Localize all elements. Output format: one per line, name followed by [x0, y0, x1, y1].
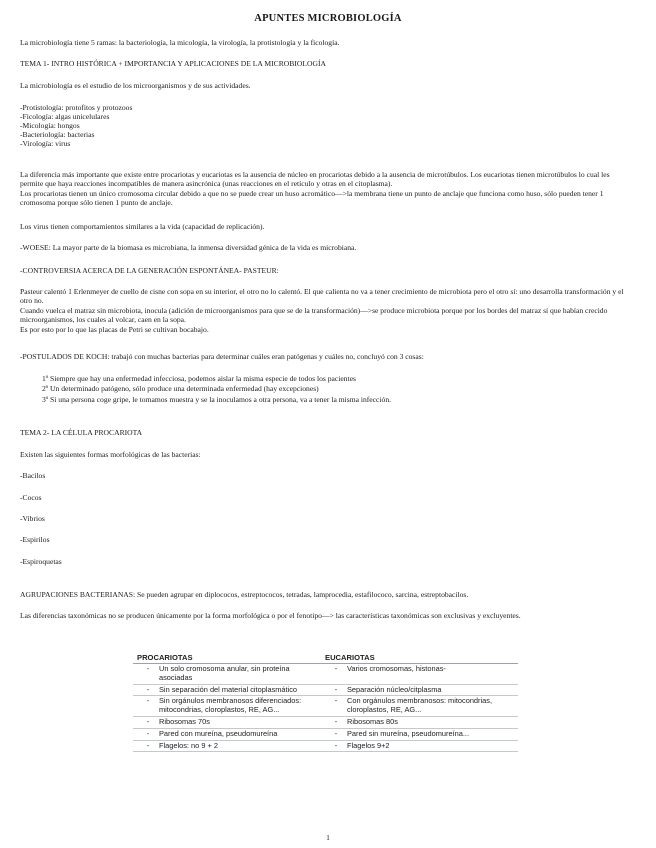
- form-item: -Vibrios: [20, 514, 45, 523]
- paragraph-pasteur-2: Cuando vuelca el matraz sin microbiota, inocula (adición de microorganismos para que se de la transformación)—>se produce microbiota porque por los bordes del matraz sí que habían crecido microorganismos, los cuales al volcar, caen en la sopa.: [20, 306, 608, 325]
- table-cell: - Pared sin mureína, pseudomureína...: [321, 728, 518, 740]
- comparison-table: [133, 651, 518, 752]
- definition-paragraph: La microbiología es el estudio de los microorganismos y de sus actividades.: [20, 81, 251, 90]
- table-cell: - Sin separación del material citoplasmático: [133, 684, 321, 696]
- koch-postulate: 2º Un determinado patógeno, sólo produce una determinada enfermedad (hay excepciones): [42, 384, 319, 393]
- form-item: -Espiroquetas: [20, 557, 62, 566]
- heading-pasteur: -CONTROVERSIA ACERCA DE LA GENERACIÓN ESPONTÁNEA- PASTEUR:: [20, 266, 279, 275]
- table-cell: - Con orgánulos membranosos: mitocondrias, cloroplastos, RE, AG...: [321, 696, 518, 717]
- table-row: [133, 728, 518, 740]
- section-heading-tema2: TEMA 2- LA CÉLULA PROCARIOTA: [20, 428, 143, 437]
- column-header-eucariotas: EUCARIOTAS: [321, 651, 518, 664]
- paragraph-forms: Existen las siguientes formas morfológicas de las bacterias:: [20, 450, 201, 459]
- section-heading-tema1: TEMA 1- INTRO HISTÓRICA + IMPORTANCIA Y APLICACIONES DE LA MICROBIOLOGÍA: [20, 59, 326, 68]
- paragraph-pasteur-3: Es por esto por lo que las placas de Petri se cultivan bocabajo.: [20, 325, 209, 334]
- page-title: APUNTES MICROBIOLOGÍA: [254, 13, 402, 24]
- table-cell: - Sin orgánulos membranosos diferenciados: mitocondrias, cloroplastos, RE, AG...: [133, 696, 321, 717]
- form-item: -Bacilos: [20, 471, 46, 480]
- table-cell: - Ribosomas 70s: [133, 716, 321, 728]
- table-row: [133, 696, 518, 717]
- form-item: -Cocos: [20, 493, 42, 502]
- form-item: -Espirilos: [20, 535, 50, 544]
- branch-item: -Bacteriología: bacterias: [20, 130, 95, 139]
- intro-paragraph: La microbiología tiene 5 ramas: la bacteriología, la micología, la virología, la protistología y la ficología.: [20, 38, 340, 47]
- paragraph-groupings: AGRUPACIONES BACTERIANAS: Se pueden agrupar en diplococos, estreptococos, tetradas, lamprocedia, estafilococo, sarcina, estreptobacilos.: [20, 590, 469, 599]
- table-cell: - Un solo cromosoma anular, sin proteína asociadas: [133, 664, 321, 685]
- paragraph-pasteur-1: Pasteur calentó 1 Erlenmeyer de cuello de cisne con sopa en su interior, el otro no lo calentó. El que calienta no va a tener crecimiento de microbiota pero el otro sí: uno desarrolla transformación y el otro no.: [20, 287, 624, 306]
- table-cell: - Ribosomas 80s: [321, 716, 518, 728]
- table-cell: - Flagelos 9+2: [321, 740, 518, 752]
- column-header-procariotas: PROCARIOTAS: [133, 651, 321, 664]
- branch-item: -Ficología: algas unicelulares: [20, 112, 110, 121]
- table-header-row: [133, 651, 518, 664]
- koch-postulate: 1º Siempre que hay una enfermedad infecciosa, podemos aislar la misma especie de todos los pacientes: [42, 374, 357, 383]
- paragraph-viruses: Los virus tienen comportamientos similares a la vida (capacidad de replicación).: [20, 222, 265, 231]
- paragraph-woese: -WOESE: La mayor parte de la biomasa es microbiana, la inmensa diversidad génica de la vida es microbiana.: [20, 243, 357, 252]
- table-row: [133, 664, 518, 685]
- koch-postulate: 3º Si una persona coge gripe, le tomamos muestra y se la inoculamos a otra persona, va a tener la misma infección.: [42, 395, 392, 404]
- paragraph-prokaryote-difference: La diferencia más importante que existe entre procariotas y eucariotas es la ausencia de núcleo en procariotas debido a la ausencia de microtúbulos. Los eucariotas tienen microtúbulos lo cual les permite que haya reacciones incompatibles de manera asincrónica (unas reacciones en el retículo y otras en el citoplasma).: [20, 170, 610, 189]
- heading-koch: -POSTULADOS DE KOCH: trabajó con muchas bacterias para determinar cuáles eran patógenas y cuáles no, concluyó con 3 cosas:: [20, 352, 424, 361]
- page-number: 1: [326, 833, 330, 842]
- table-row: [133, 716, 518, 728]
- branch-item: -Virología: virus: [20, 139, 71, 148]
- table-cell: - Pared con mureína, pseudomureína: [133, 728, 321, 740]
- paragraph-chromosome: Los procariotas tienen un único cromosoma circular debido a que no se puede crear un huso acromático—>la membrana tiene un punto de anclaje que funciona como huso, sólo pueden tener 1 cromosoma porque sólo tienen 1 punto de anclaje.: [20, 189, 604, 208]
- branch-item: -Micología: hongos: [20, 121, 80, 130]
- table-cell: - Separación núcleo/citplasma: [321, 684, 518, 696]
- table-row: [133, 740, 518, 752]
- table-cell: - Varios cromosomas, histonas-: [321, 664, 518, 685]
- table-row: [133, 684, 518, 696]
- paragraph-taxonomy: Las diferencias taxonómicas no se producen únicamente por la forma morfológica o por el fenotipo—> las características taxonómicas son exclusivas y excluyentes.: [20, 611, 521, 620]
- table-cell: - Flagelos: no 9 + 2: [133, 740, 321, 752]
- branch-item: -Protistología: protofitos y protozoos: [20, 103, 133, 112]
